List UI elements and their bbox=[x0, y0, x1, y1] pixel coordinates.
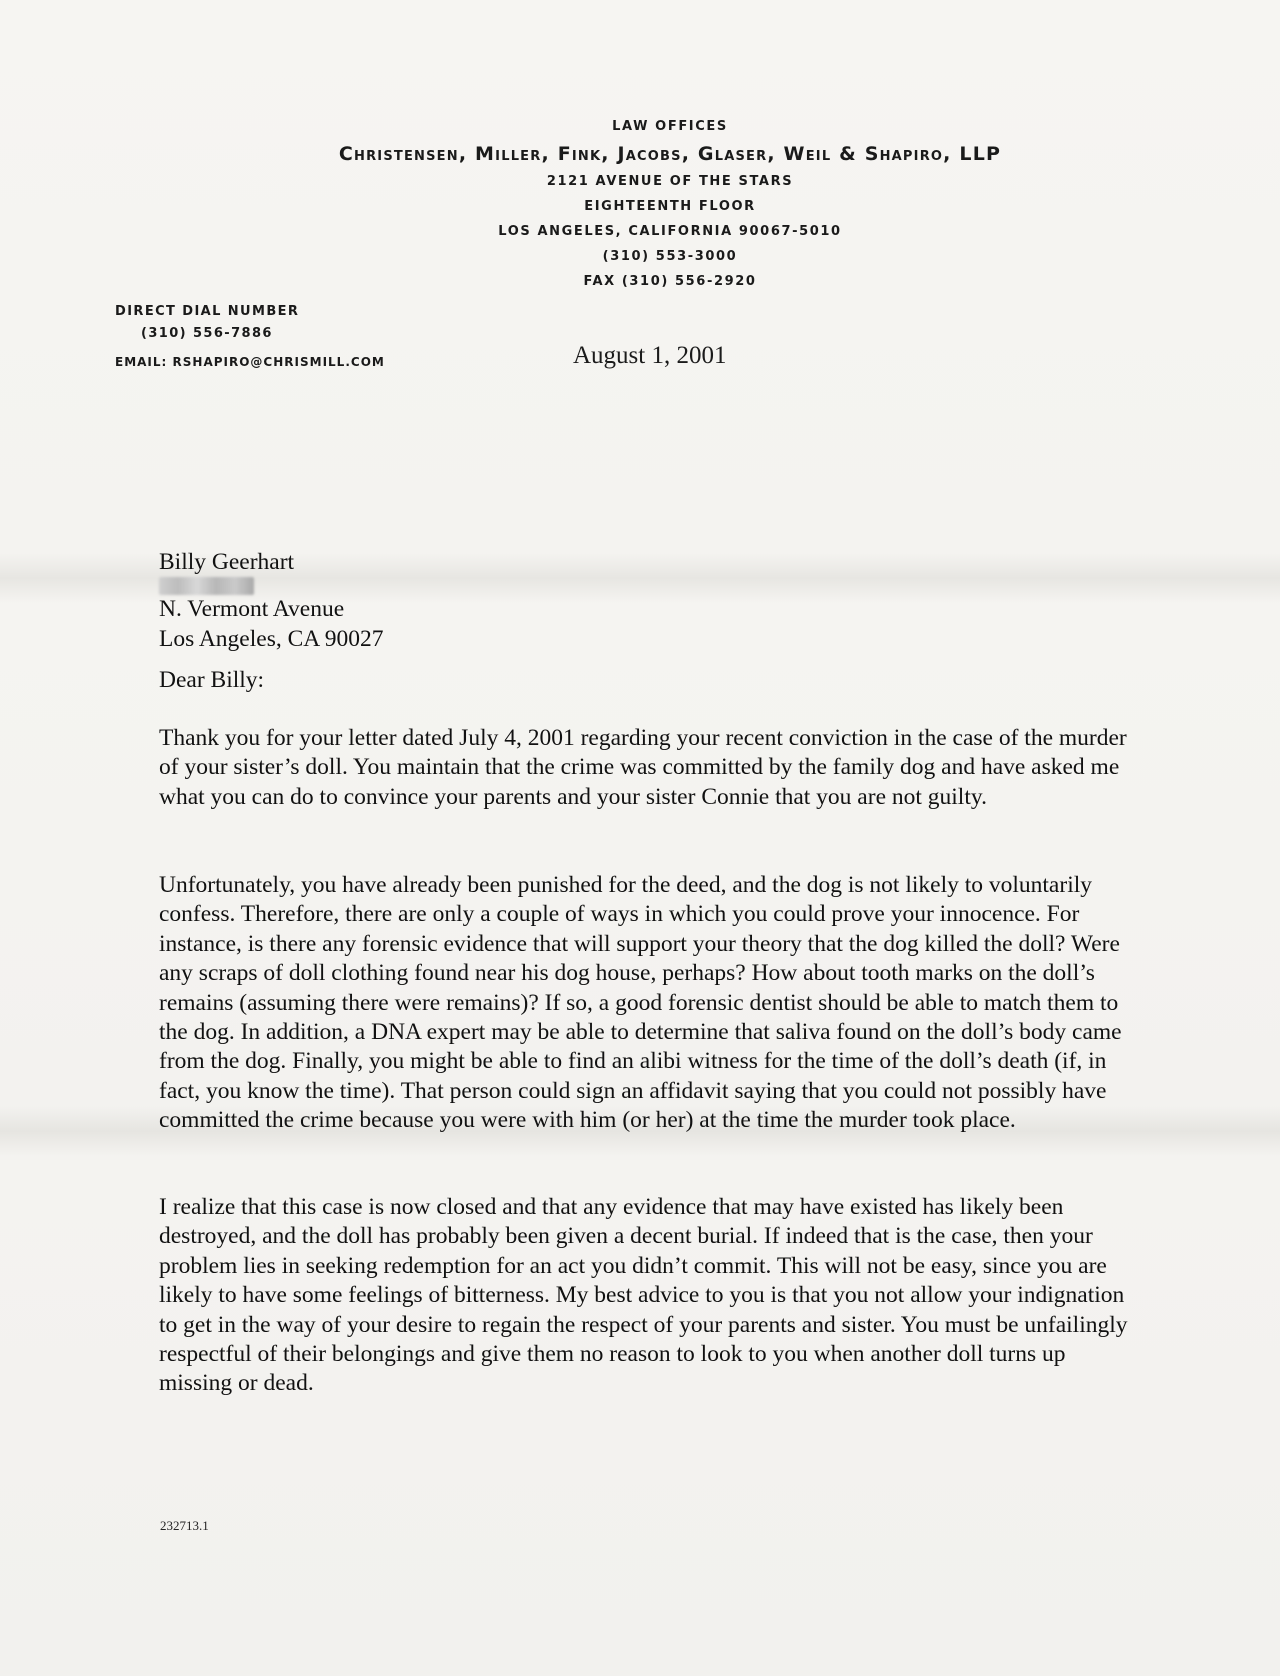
law-offices-label: LAW OFFICES bbox=[612, 119, 728, 134]
document-number: 232713.1 bbox=[160, 1518, 209, 1533]
paragraph-3: I realize that this case is now closed and that any evidence that may have existed has likely been destroyed, and the doll has probably been given a decent burial. If indeed that is the case, then your problem lies in seeking redemption for an act you didn’t commit. This will not be easy, since you are likely to have some feelings of bitterness. My best advice to you is that you not allow your indignation to get in the way of your desire to regain the respect of your parents and sister. You must be unfailingly respectful of their belongings and give them no reason to look to you when another doll turns up missing or dead. bbox=[159, 1194, 1128, 1397]
sender-contact bbox=[115, 301, 385, 373]
firm-address-line1: 2121 AVENUE OF THE STARS bbox=[546, 174, 794, 189]
paragraph-1: Thank you for your letter dated July 4, 2001 regarding your recent conviction in the case of the murder of your sister’s doll. You maintain that the crime was committed by the family dog and have asked me what you can do to convince your parents and your sister Connie that you are not guilty. bbox=[159, 725, 1127, 810]
firm-fax: FAX (310) 556-2920 bbox=[583, 274, 757, 289]
letter-date: August 1, 2001 bbox=[573, 342, 727, 369]
recipient-city: Los Angeles, CA 90027 bbox=[159, 625, 384, 652]
firm-phone: (310) 553-3000 bbox=[602, 249, 738, 264]
direct-dial-label: DIRECT DIAL NUMBER bbox=[115, 304, 300, 319]
recipient-name: Billy Geerhart bbox=[159, 549, 295, 575]
sender-email: EMAIL: RSHAPIRO@CHRISMILL.COM bbox=[115, 355, 385, 369]
recipient-street-line bbox=[159, 577, 1139, 624]
recipient-address bbox=[159, 548, 1139, 654]
firm-name: Christensen, Miller, Fink, Jacobs, Glaser, Weil & Shapiro, LLP bbox=[338, 143, 1002, 165]
salutation: Dear Billy: bbox=[159, 667, 265, 693]
letterhead bbox=[0, 114, 1280, 294]
firm-city: LOS ANGELES, CALIFORNIA 90067-5010 bbox=[498, 224, 842, 239]
paragraph-2: Unfortunately, you have already been punished for the deed, and the dog is not likely to voluntarily confess. Therefore, there are only a couple of ways in which you could prove your innocence. For instance, is there any forensic evidence that will support your theory that the dog killed the doll? Were any scraps of doll clothing found near his dog house, perhaps? How about tooth marks on the doll’s remains (assuming there were remains)? If so, a good forensic dentist should be able to match them to the dog. In addition, a DNA expert may be able to determine that saliva found on the doll’s body came from the dog. Finally, you might be able to find an alibi witness for the time of the doll’s death (if, in fact, you know the time). That person could sign an affidavit saying that you could not possibly have committed the crime because you were with him (or her) at the time the murder took place. bbox=[159, 872, 1122, 1134]
recipient-street: N. Vermont Avenue bbox=[159, 596, 345, 623]
firm-address-line2: EIGHTEENTH FLOOR bbox=[584, 199, 756, 214]
direct-dial-number: (310) 556-7886 bbox=[141, 326, 273, 341]
redacted-street-number bbox=[159, 577, 254, 595]
